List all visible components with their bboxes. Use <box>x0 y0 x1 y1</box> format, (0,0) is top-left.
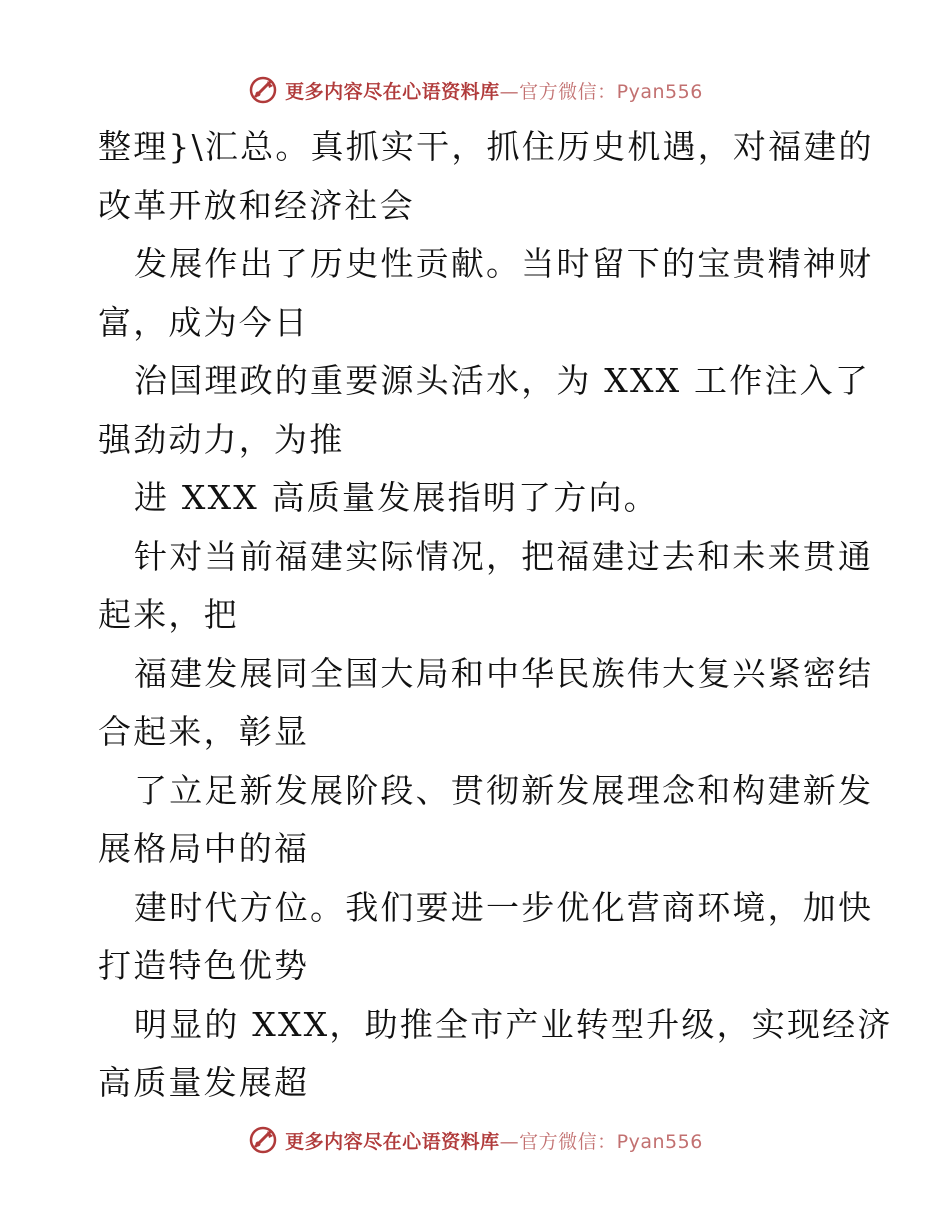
document-body <box>98 118 893 1113</box>
body-line: 打造特色优势 <box>98 946 310 985</box>
body-line: 发展作出了历史性贡献。当时留下的宝贵精神财 <box>134 244 874 283</box>
body-line: 明显的 XXX，助推全市产业转型升级，实现经济 <box>134 1004 893 1044</box>
header-watermark-text <box>285 77 703 104</box>
footer-brand: 更多内容尽在心语资料库 <box>285 1130 500 1153</box>
body-line: 福建发展同全国大局和中华民族伟大复兴紧密结 <box>134 653 874 693</box>
header-brand: 更多内容尽在心语资料库 <box>285 80 500 103</box>
body-line: 起来，把 <box>98 595 239 634</box>
body-line: 展格局中的福 <box>98 829 310 868</box>
body-line: 进 XXX 高质量发展指明了方向。 <box>134 478 659 517</box>
body-line: 强劲动力，为推 <box>98 419 345 459</box>
body-line: 整理}\汇总。真抓实干，抓住历史机遇，对福建的 <box>98 127 874 166</box>
body-line: 富，成为今日 <box>98 302 310 342</box>
body-line: 了立足新发展阶段、贯彻新发展理念和构建新发 <box>134 770 874 810</box>
header-watermark <box>0 70 950 110</box>
footer-watermark-text <box>285 1127 703 1154</box>
footer-contact: —官方微信：Pyan556 <box>499 1130 703 1153</box>
body-line: 改革开放和经济社会 <box>98 185 415 225</box>
body-line: 建时代方位。我们要进一步优化营商环境，加快 <box>134 887 874 927</box>
body-line: 高质量发展超 <box>98 1063 310 1102</box>
pen-seal-logo-icon <box>247 1124 279 1156</box>
body-line: 治国理政的重要源头活水，为 XXX 工作注入了 <box>134 361 871 400</box>
pen-seal-logo-icon <box>247 74 279 106</box>
header-contact: —官方微信：Pyan556 <box>499 80 703 103</box>
body-line: 针对当前福建实际情况，把福建过去和未来贯通 <box>134 536 874 576</box>
body-line: 合起来，彰显 <box>98 712 310 751</box>
footer-watermark <box>0 1120 950 1160</box>
